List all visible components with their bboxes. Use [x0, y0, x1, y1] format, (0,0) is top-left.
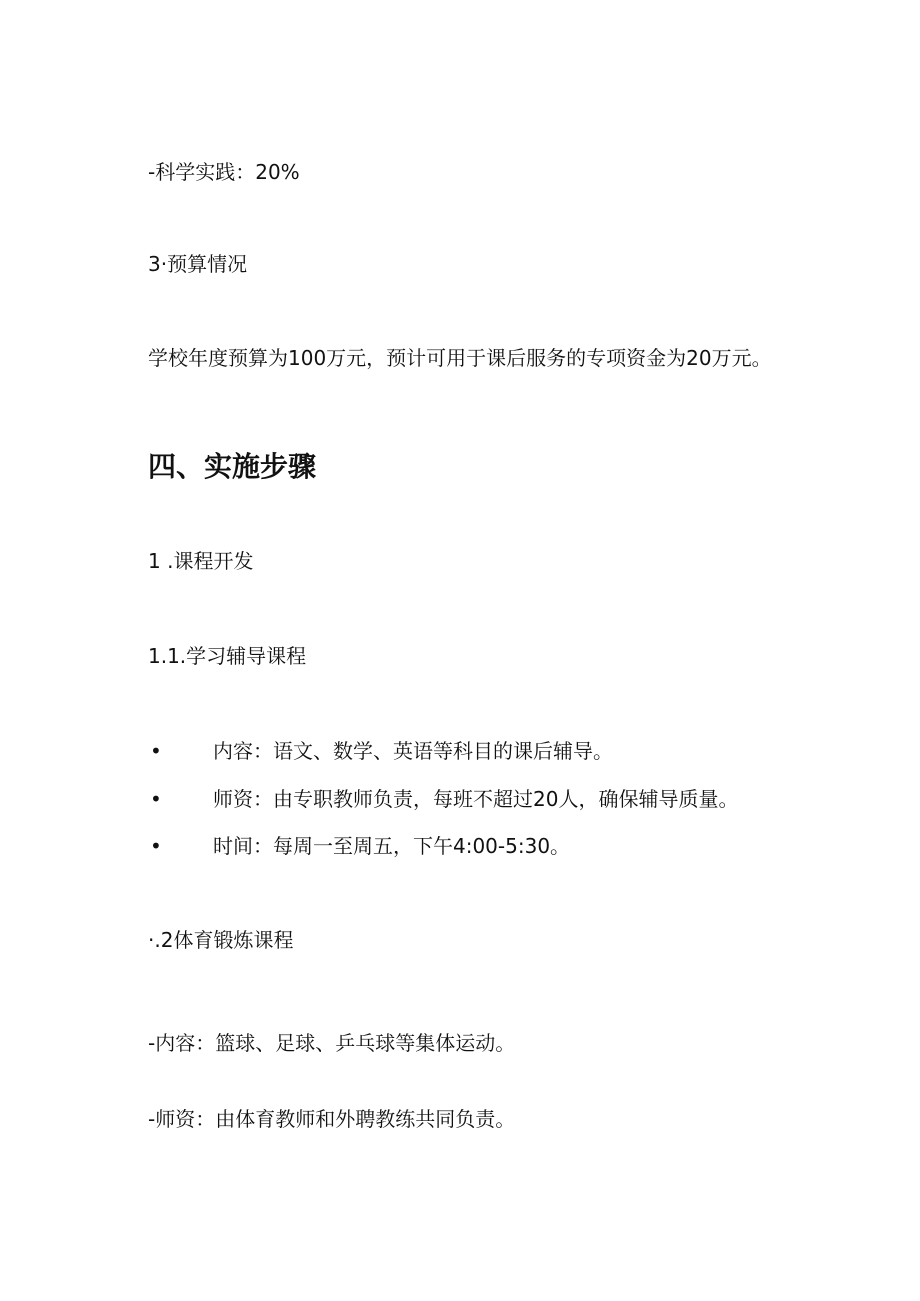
bullet-text: 内容：语文、数学、英语等科目的课后辅导。 — [213, 739, 613, 763]
sports-course-title: ·.2体育锻炼课程 — [148, 928, 294, 952]
tutoring-course-title: 1.1.学习辅导课程 — [148, 644, 307, 668]
section-heading: 四、实施步骤 — [148, 450, 317, 483]
course-development-title: 1 .课程开发 — [148, 549, 254, 573]
sports-content-line: -内容：篮球、足球、乒乓球等集体运动。 — [148, 1031, 516, 1055]
bullet-dot: • — [150, 834, 162, 858]
science-practice-line: -科学实践：20% — [148, 160, 300, 184]
bullet-text: 时间：每周一至周五，下午4:00-5:30。 — [213, 834, 571, 858]
sports-teachers-line: -师资：由体育教师和外聘教练共同负责。 — [148, 1107, 516, 1131]
budget-subtitle: 3·预算情况 — [148, 252, 248, 276]
bullet-dot: • — [150, 787, 162, 811]
budget-paragraph: 学校年度预算为100万元，预计可用于课后服务的专项资金为20万元。 — [148, 346, 772, 370]
bullet-text: 师资：由专职教师负责，每班不超过20人，确保辅导质量。 — [213, 787, 739, 811]
bullet-dot: • — [150, 739, 162, 763]
